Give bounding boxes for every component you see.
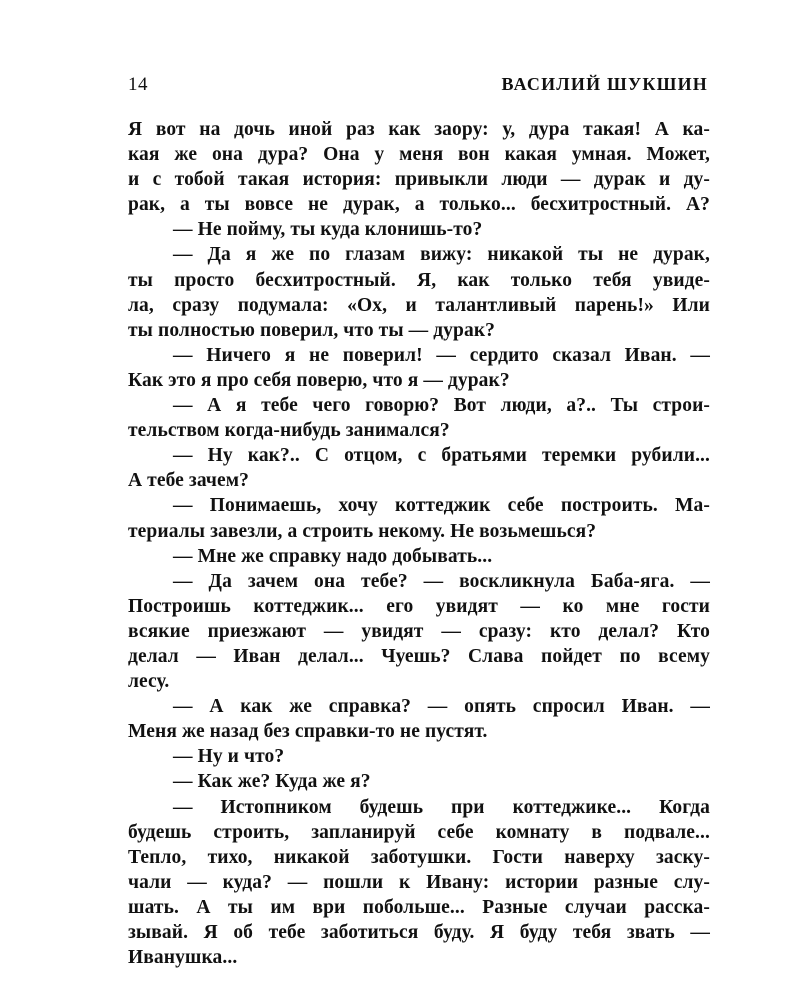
body-text [128, 117, 710, 970]
text-line: — Ну как?.. С отцом, с братьями теремки рубили... [173, 445, 710, 467]
running-head [128, 74, 708, 96]
text-line: и с тобой такая история: привыкли люди — дурак и ду- [128, 169, 710, 191]
text-line: — Да я же по глазам вижу: никакой ты не дурак, [173, 244, 710, 266]
text-line: Иванушка... [128, 947, 238, 969]
text-line: чали — куда? — пошли к Ивану: истории разные слу- [128, 871, 710, 893]
text-line: рак, а ты вовсе не дурак, а только... бесхитростный. А? [128, 194, 710, 216]
text-line: — Как же? Куда же я? [173, 771, 371, 793]
text-line: — А как же справка? — опять спросил Иван. — [173, 696, 710, 718]
text-line: — Ну и что? [173, 746, 285, 768]
text-line: кая же она дура? Она у меня вон какая умная. Может, [128, 144, 710, 166]
text-line: — Мне же справку надо добывать... [173, 545, 493, 567]
text-line: Меня же назад без справки-то не пустят. [128, 721, 488, 743]
text-line: Тепло, тихо, никакой заботушки. Гости наверху заску- [128, 846, 710, 868]
text-line: Как это я про себя поверю, что я — дурак? [128, 369, 510, 391]
text-line: ла, сразу подумала: «Ох, и талантливый парень!» Или [128, 294, 710, 316]
text-line: — Не пойму, ты куда клонишь-то? [173, 219, 483, 241]
text-line: тельством когда-нибудь занимался? [128, 420, 450, 442]
text-line: А тебе зачем? [128, 470, 250, 492]
text-line: — Истопником будешь при коттеджике... Когда [173, 796, 710, 818]
text-line: лесу. [128, 671, 170, 693]
text-line: — Ничего я не поверил! — сердито сказал Иван. — [173, 344, 710, 366]
text-line: будешь строить, запланируй себе комнату в подвале... [128, 821, 710, 843]
text-line: ты полностью поверил, что ты — дурак? [128, 319, 496, 341]
text-line: делал — Иван делал... Чуешь? Слава пойдет по всему [128, 645, 710, 667]
page-number: 14 [128, 74, 148, 95]
text-line: ты просто бесхитростный. Я, как только тебя увиде- [128, 269, 710, 291]
text-line: — Да зачем она тебе? — воскликнула Баба-яга. — [173, 570, 710, 592]
text-line: всякие приезжают — увидят — сразу: кто делал? Кто [128, 620, 710, 642]
running-title: ВАСИЛИЙ ШУКШИН [501, 74, 708, 94]
text-line: — Понимаешь, хочу коттеджик себе построить. Ма- [173, 495, 710, 517]
text-line: зывай. Я об тебе заботиться буду. Я буду тебя звать — [128, 922, 710, 943]
text-line: Я вот на дочь иной раз как заору: у, дура такая! А ка- [128, 119, 710, 140]
text-line: шать. А ты им ври побольше... Разные случаи расска- [128, 896, 710, 918]
text-line: — А я тебе чего говорю? Вот люди, а?.. Ты строи- [173, 395, 710, 417]
text-line: териалы завезли, а строить некому. Не возьмешься? [128, 520, 597, 542]
text-line: Построишь коттеджик... его увидят — ко мне гости [128, 595, 710, 617]
